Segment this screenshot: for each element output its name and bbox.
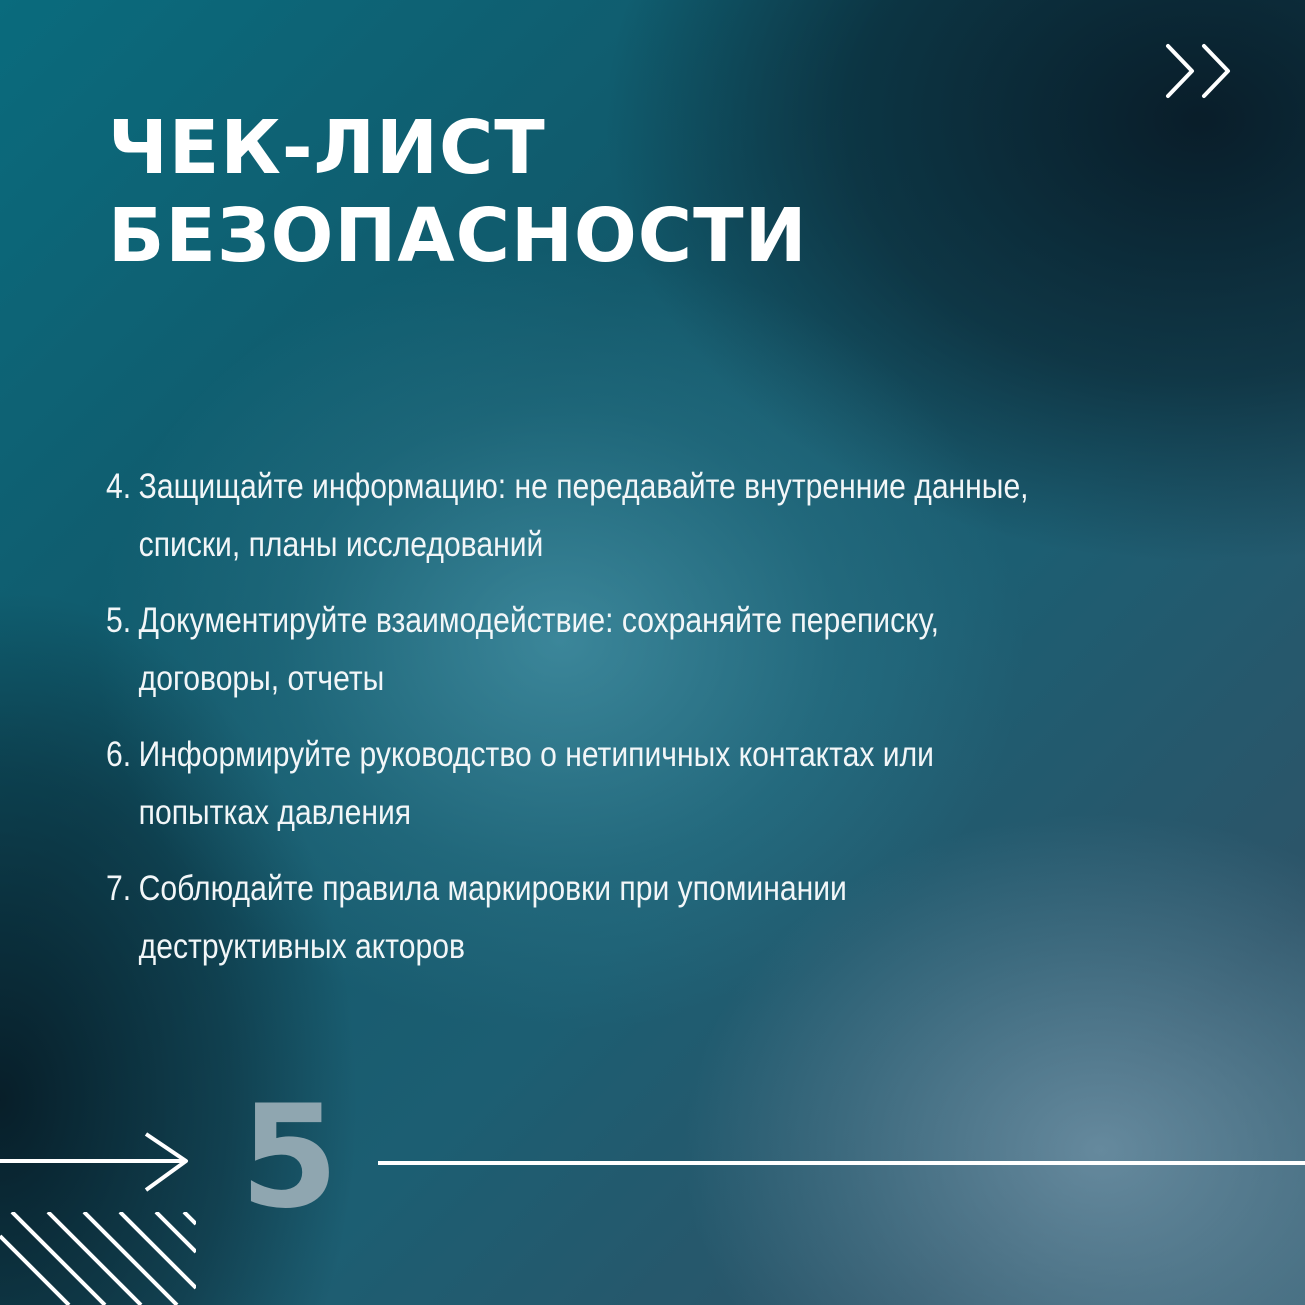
item-text-line-1: Информируйте руководство о нетипичных контактах или xyxy=(138,735,934,774)
item-text-line-2: списки, планы исследований xyxy=(138,525,544,564)
item-text-line-1: Защищайте информацию: не передавайте внутренние данные, xyxy=(138,467,1029,506)
checklist-item xyxy=(106,592,1205,708)
item-text-line-1: Документируйте взаимодействие: сохраняйте переписку, xyxy=(138,601,940,640)
checklist-item xyxy=(106,726,1205,842)
item-text-line-2: попытках давления xyxy=(138,793,412,832)
item-number: 6. xyxy=(106,735,132,774)
item-number: 5. xyxy=(106,601,132,640)
divider-line xyxy=(378,1161,1305,1165)
item-text-line-1: Соблюдайте правила маркировки при упоминании xyxy=(138,869,847,908)
item-text-line-2: деструктивных акторов xyxy=(138,927,465,966)
double-chevron-right-icon[interactable] xyxy=(1162,40,1234,102)
item-text-line-2: договоры, отчеты xyxy=(138,659,385,698)
security-checklist xyxy=(106,458,1186,994)
checklist-item xyxy=(106,860,1205,976)
checklist-item xyxy=(106,458,1205,574)
arrow-right-icon xyxy=(0,1128,200,1198)
item-number: 7. xyxy=(106,869,132,908)
page-number: 5 xyxy=(240,1075,339,1240)
diagonal-stripes-decoration xyxy=(0,1212,196,1305)
title-line-2: БЕЗОПАСНОСТИ xyxy=(108,193,808,279)
item-number: 4. xyxy=(106,467,132,506)
page-title xyxy=(108,104,808,280)
title-line-1: ЧЕК-ЛИСТ xyxy=(108,105,546,191)
